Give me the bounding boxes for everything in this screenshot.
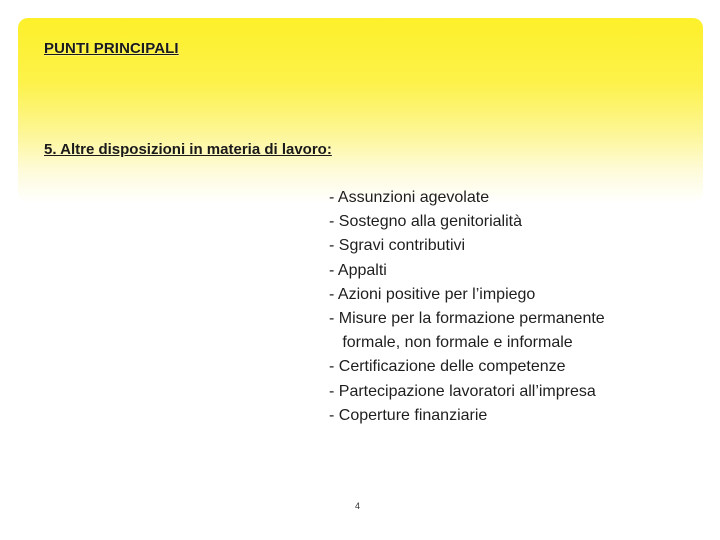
list-item: - Certificazione delle competenze bbox=[329, 358, 566, 376]
list-item: - Sostegno alla genitorialità bbox=[329, 213, 523, 231]
list-item: - Appalti bbox=[329, 261, 387, 279]
slide-title: PUNTI PRINCIPALI bbox=[44, 40, 179, 57]
list-item: - Partecipazione lavoratori all’impresa bbox=[329, 382, 596, 400]
list-item: - Misure per la formazione permanente bbox=[329, 310, 605, 328]
list-item: - Azioni positive per l’impiego bbox=[329, 285, 536, 303]
section-heading: 5. Altre disposizioni in materia di lavoro: bbox=[44, 141, 332, 158]
list-item: - Coperture finanziarie bbox=[329, 406, 488, 424]
bullet-list bbox=[329, 186, 605, 428]
list-item: formale, non formale e informale bbox=[329, 334, 573, 352]
list-item: - Assunzioni agevolate bbox=[329, 189, 490, 206]
page-number: 4 bbox=[355, 501, 361, 511]
list-item: - Sgravi contributivi bbox=[329, 237, 466, 255]
